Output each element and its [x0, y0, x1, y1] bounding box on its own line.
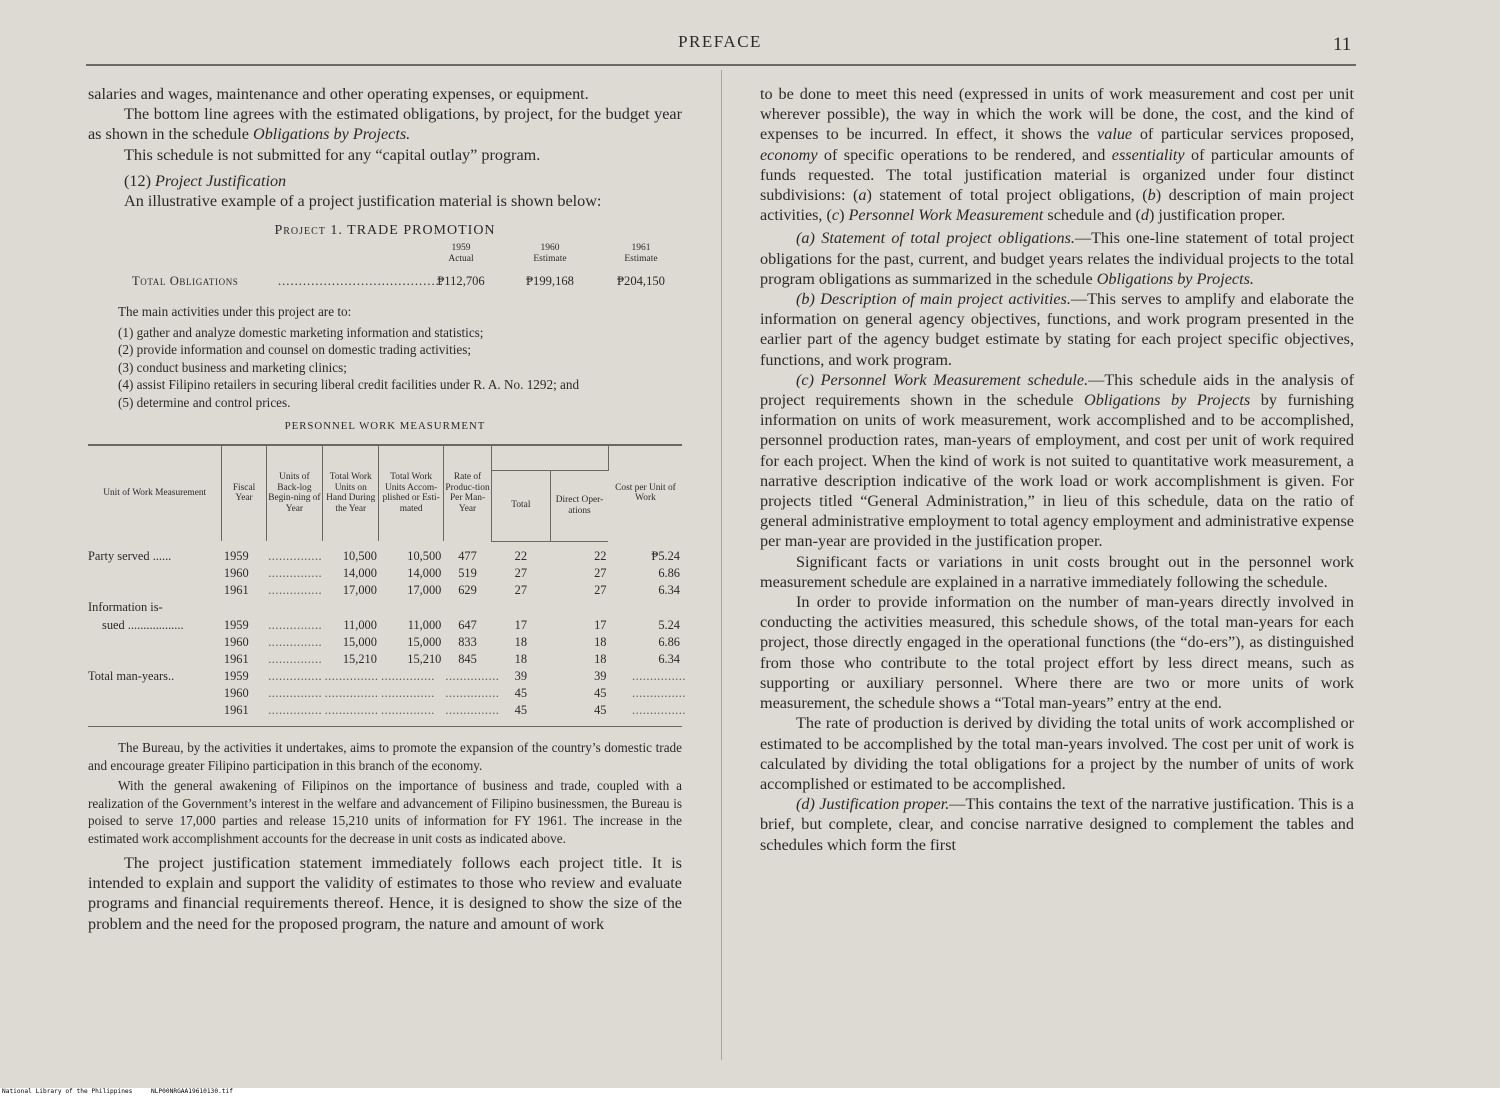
section-heading: (12) Project Justification	[124, 171, 287, 190]
table-caption: PERSONNEL WORK MEASURMENT	[284, 419, 486, 432]
scan-footer-text: National Library of the Philippines NLP00NRGAA19610130.tif	[2, 1088, 233, 1095]
table-row: Total man-years.. 1959 ............... ............... ............... ............... 39 39 ...............	[88, 669, 686, 684]
project-heading: Project 1. TRADE PROMOTION	[274, 223, 496, 239]
table-row: 1960 ............... ............... ............... ............... 45 45 ...............	[223, 686, 686, 701]
header-rule	[86, 64, 1356, 66]
column-header: 1959 Actual	[448, 243, 474, 265]
paragraph: (a) Statement of total project obligations.—This one-line statement of total project obligations for the past, current, and budget years relates the individual projects to the total program obligations as summarized in the schedule Obligations by Projects.	[760, 229, 1354, 288]
table-row: 1960 ............... 14,000 14,000 519 27 27 6.86	[223, 565, 680, 580]
narrative-paragraph: With the general awakening of Filipinos on the importance of business and trade, coupled with a realization of the Government’s interest in the welfare and advancement of Filipino businessmen, the Bureau is poised to serve 17,000 parties and release 15,210 units of information for FY 1961. The increase in the estimated work accomplishment accounts for the decrease in unit costs as indicated above.	[88, 778, 682, 846]
amount: ₱199,168	[526, 274, 574, 289]
paragraph: An illustrative example of a project justification material is shown below:	[124, 192, 602, 211]
header-cost: Cost per Unit of Work	[608, 445, 682, 542]
activities-intro: The main activities under this project are to:	[118, 304, 352, 320]
page-number: 11	[1333, 34, 1352, 55]
header-rate: Rate of Produc-tion Per Man-Year	[443, 445, 491, 542]
leader-dots: ........................................	[278, 274, 444, 289]
column-header: 1960 Estimate	[533, 243, 567, 265]
paragraph: (c) Personnel Work Measurement schedule.—This schedule aids in the analysis of project requirements shown in the schedule Obligations by Projects by furnishing information on units of work measurement, work accomplished and to be accomplished, personnel production rates, man-years of employment, and cost per unit of work required for each project. When the kind of work is not suited to quantitative work measurement, a narrative description indicative of the work load or work accomplishment is given. For projects titled “General Administration,” in lieu of this schedule, data on the ratio of general administrative employment to total agency employment and administrative expense per man-year are provided in the justification proper.	[760, 370, 1354, 551]
paragraph: (b) Description of main project activities.—This serves to amplify and elaborate the information on general agency objectives, functions, and work program presented in the earlier part of the agency budget estimate by stating for each project specific objectives, functions, and work program.	[760, 290, 1354, 369]
header-direct: Direct Oper-ations	[550, 470, 608, 541]
list-item: (4) assist Filipino retailers in securing liberal credit facilities under R. A. No. 1292; and	[118, 377, 580, 393]
header-backlog: Units of Back-log Begin-ning of Year	[266, 445, 322, 542]
header-on-hand: Total Work Units on Hand During the Year	[323, 445, 379, 542]
header-man-years	[492, 445, 609, 471]
list-item: (5) determine and control prices.	[118, 395, 291, 410]
table-row: sued .................. 1959 ............... 11,000 11,000 647 17 17 5.24	[102, 617, 680, 632]
table-row: Information is-	[88, 600, 163, 615]
amount: ₱204,150	[617, 274, 665, 289]
header-unit: Unit of Work Measurement	[88, 445, 222, 542]
paragraph: In order to provide information on the number of man-years directly involved in conducting the activities measured, this schedule shows, of the total man-years for each project, those directly engaged in the operational functions (the “do-ers”), as distinguished from those who contribute to the total project effort by less direct means, such as supporting or auxiliary personnel. Where there are two or more units of work measurement, the schedule shows a “Total man-years” entry at the end.	[760, 593, 1354, 713]
activities-list	[88, 324, 682, 412]
paragraph: to be done to meet this need (expressed in units of work measurement and cost per unit wherever possible), the way in which the work will be done, the cost, and the kind of expenses to be incurred. In effect, it shows the value of particular services proposed, economy of specific operations to be rendered, and essentiality of particular amounts of funds requested. The total justification material is organized under four distinct subdivisions: (a) statement of total project obligations, (b) description of main project activities, (c) Personnel Work Measurement schedule and (d) justification proper.	[760, 85, 1354, 225]
amount: ₱112,706	[437, 274, 485, 289]
running-head: PREFACE	[678, 32, 762, 51]
header-total: Total	[492, 470, 550, 541]
list-item: (1) gather and analyze domestic marketing information and statistics;	[118, 324, 484, 340]
list-item: (2) provide information and counsel on domestic trading activities;	[118, 342, 472, 358]
paragraph: The bottom line agrees with the estimated obligations, by project, for the budget year as shown in the schedule Obligations by Projects.	[88, 105, 682, 144]
table-row: 1961 ............... 17,000 17,000 629 27 27 6.34	[223, 583, 680, 598]
table-row: 1961 ............... 15,210 15,210 845 18 18 6.34	[223, 651, 680, 666]
header-fiscal-year: Fiscal Year	[222, 445, 266, 542]
table-row: 1960 ............... 15,000 15,000 833 18 18 6.86	[223, 634, 680, 649]
paragraph: Significant facts or variations in unit costs brought out in the personnel work measurement schedule are explained in a narrative immediately following the schedule.	[760, 552, 1354, 591]
paragraph: (d) Justification proper.—This contains the text of the narrative justification. This is a brief, but complete, clear, and concise narrative designed to complement the tables and schedules which form the first	[760, 795, 1354, 854]
header-accomplished: Total Work Units Accom-plished or Esti-mated	[379, 445, 443, 542]
right-column	[760, 84, 1354, 855]
obligations-summary	[88, 243, 682, 303]
narrative-paragraph: The Bureau, by the activities it undertakes, aims to promote the expansion of the country’s domestic trade and encourage greater Filipino participation in this branch of the economy.	[88, 740, 682, 773]
list-item: (3) conduct business and marketing clinics;	[118, 359, 347, 375]
table-row: 1961 ............... ............... ............... ............... 45 45 ...............	[223, 703, 686, 718]
obligations-label: Total Obligations	[132, 274, 239, 289]
work-measurement-table	[88, 444, 686, 728]
table-row: Party served ...... 1959 ............... 10,500 10,500 477 22 22 ₱5.24	[88, 548, 680, 563]
column-header: 1961 Estimate	[624, 243, 658, 265]
column-divider	[721, 70, 722, 1060]
left-column	[88, 84, 686, 934]
paragraph: salaries and wages, maintenance and other operating expenses, or equipment.	[88, 85, 589, 103]
paragraph: This schedule is not submitted for any “capital outlay” program.	[124, 145, 541, 164]
paragraph: The project justification statement immediately follows each project title. It is intended to explain and support the validity of estimates to those who review and evaluate programs and financial requirements thereof. Hence, it is designed to show the size of the problem and the need for the proposed program, the nature and amount of work	[88, 853, 682, 933]
paragraph: The rate of production is derived by dividing the total units of work accomplished or estimated to be accomplished by the total man-years involved. The cost per unit of work is calculated by dividing the total obligations for a project by the number of units of work accomplished or estimated to be accomplished.	[760, 714, 1354, 793]
